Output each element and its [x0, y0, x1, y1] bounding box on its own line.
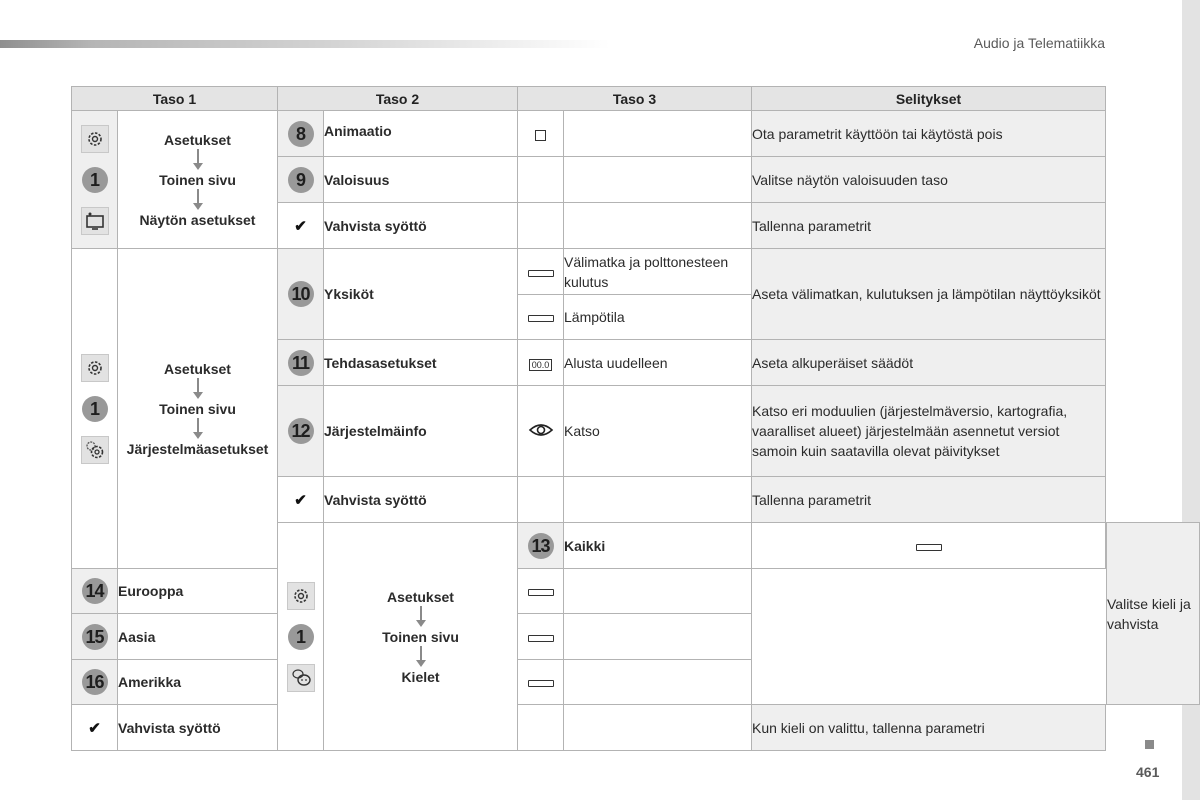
option-label: Vahvista syöttö	[324, 203, 518, 249]
option-label: Amerikka	[118, 660, 278, 705]
reset-icon: 00.0	[529, 359, 553, 371]
table-header-row	[72, 87, 1200, 111]
group1-path	[118, 111, 278, 249]
path-step: Järjestelmäasetukset	[126, 440, 269, 457]
checkbox-icon	[535, 130, 546, 141]
option-icon	[528, 635, 554, 642]
check-icon: ✔	[88, 719, 101, 737]
option-label: Yksiköt	[324, 249, 518, 340]
gears-icon	[81, 436, 109, 464]
step-badge: 11	[288, 350, 314, 376]
check-icon: ✔	[294, 217, 307, 235]
description: Aseta alkuperäiset säädöt	[752, 340, 1106, 386]
sub-option: Välimatka ja polttonesteen kulutus	[564, 249, 752, 295]
description: Ota parametrit käyttöön tai käytöstä pois	[752, 111, 1106, 157]
col-header-selitykset: Selitykset	[752, 87, 1106, 111]
description: Aseta välimatkan, kulutuksen ja lämpötilan näyttöyksiköt	[752, 249, 1106, 340]
group3-path	[324, 523, 518, 751]
arrow-down-icon	[416, 646, 426, 668]
description: Kun kieli on valittu, tallenna parametri	[752, 705, 1106, 751]
step-badge: 9	[288, 167, 314, 193]
path-step: Toinen sivu	[159, 400, 236, 417]
description: Valitse kieli ja vahvista	[1107, 523, 1200, 705]
col-header-taso3: Taso 3	[518, 87, 752, 111]
table-row	[72, 660, 1200, 705]
path-step: Asetukset	[164, 360, 231, 377]
option-label: Järjestelmäinfo	[324, 386, 518, 477]
option-label: Animaatio	[324, 111, 518, 157]
step-badge: 10	[288, 281, 314, 307]
sub-option: Katso	[564, 386, 752, 477]
group3-icons	[278, 523, 324, 751]
option-icon	[528, 270, 554, 277]
table-row	[72, 705, 1200, 751]
step-badge: 1	[82, 396, 108, 422]
check-icon: ✔	[294, 491, 307, 509]
step-badge: 1	[82, 167, 108, 193]
sub-option: Alusta uudelleen	[564, 340, 752, 386]
col-header-taso1: Taso 1	[72, 87, 278, 111]
screen-icon	[81, 207, 109, 235]
step-badge: 8	[288, 121, 314, 147]
arrow-down-icon	[193, 418, 203, 440]
option-icon	[528, 315, 554, 322]
option-label: Kaikki	[564, 523, 752, 569]
group1-icons	[72, 111, 118, 249]
option-icon	[528, 589, 554, 596]
gear-icon	[287, 582, 315, 610]
arrow-down-icon	[416, 606, 426, 628]
path-step: Asetukset	[387, 588, 454, 605]
step-badge: 16	[82, 669, 108, 695]
step-badge: 13	[528, 533, 554, 559]
table-row	[72, 249, 1200, 295]
arrow-down-icon	[193, 189, 203, 211]
step-badge: 14	[82, 578, 108, 604]
option-label: Eurooppa	[118, 569, 278, 614]
sub-option: Lämpötila	[564, 295, 752, 340]
path-step: Näytön asetukset	[139, 211, 256, 228]
col-header-taso2: Taso 2	[278, 87, 518, 111]
table-row	[72, 111, 1200, 157]
settings-table	[71, 86, 1200, 751]
gear-icon	[81, 354, 109, 382]
option-label: Aasia	[118, 614, 278, 660]
arrow-down-icon	[193, 378, 203, 400]
step-badge: 12	[288, 418, 314, 444]
option-icon	[528, 680, 554, 687]
group2-icons	[72, 249, 118, 569]
path-step: Toinen sivu	[382, 628, 459, 645]
description: Tallenna parametrit	[752, 477, 1106, 523]
step-badge: 15	[82, 624, 108, 650]
header-decor-bar	[0, 40, 610, 48]
page-marker	[1145, 740, 1154, 749]
path-step: Kielet	[401, 668, 440, 685]
group2-path	[118, 249, 278, 569]
arrow-down-icon	[193, 149, 203, 171]
option-label: Vahvista syöttö	[118, 705, 278, 751]
option-label: Valoisuus	[324, 157, 518, 203]
option-icon	[916, 544, 942, 551]
description: Katso eri moduulien (järjestelmäversio, kartografia, vaaralliset alueet) järjestelmään asennetut versiot samoin kuin saatavilla olevat päivitykset	[752, 386, 1106, 477]
option-label: Vahvista syöttö	[324, 477, 518, 523]
table-row	[72, 614, 1200, 660]
path-step: Asetukset	[164, 131, 231, 148]
option-label: Tehdasasetukset	[324, 340, 518, 386]
eye-icon	[518, 386, 564, 477]
section-title: Audio ja Telematiikka	[973, 35, 1105, 51]
description: Valitse näytön valoisuuden taso	[752, 157, 1106, 203]
table-row	[72, 569, 1200, 614]
step-badge: 1	[288, 624, 314, 650]
gear-icon	[81, 125, 109, 153]
page-number: 461	[1136, 764, 1160, 780]
path-step: Toinen sivu	[159, 171, 236, 188]
language-icon	[287, 664, 315, 692]
description: Tallenna parametrit	[752, 203, 1106, 249]
